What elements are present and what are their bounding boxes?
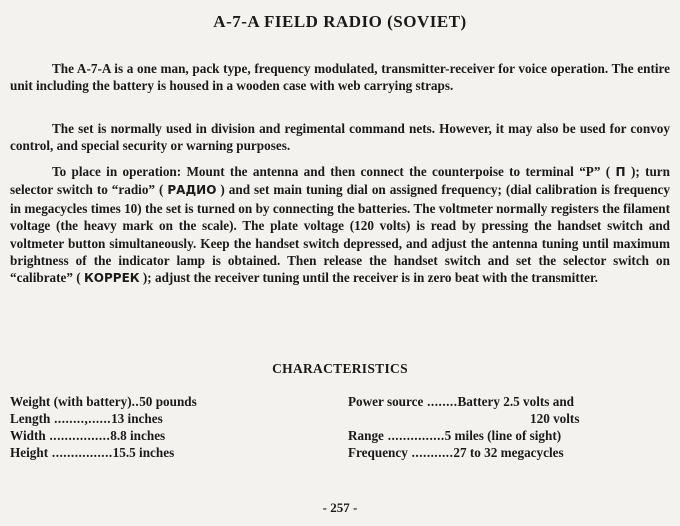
- spec-power-source-cont: [530, 410, 579, 427]
- spec-dots: ...........: [407, 445, 454, 460]
- intro-paragraph: The A-7-A is a one man, pack type, frequency modulated, transmitter-receiver for voice operation. The entire unit including the battery is housed in a wooden case with web carrying straps.: [10, 61, 670, 94]
- spec-value: 120 volts: [530, 411, 580, 426]
- spec-width: [10, 427, 165, 444]
- cyrillic-terminal-label: П: [615, 165, 626, 179]
- spec-label: Range: [348, 428, 384, 443]
- spec-dots: ........: [423, 394, 458, 409]
- spec-label: Height: [10, 445, 49, 460]
- spec-value: 27 to 32 megacycles: [453, 445, 564, 460]
- spec-dots: ........,......: [50, 411, 112, 426]
- spec-dots: ...............: [383, 428, 445, 443]
- spec-value: 5 miles (line of sight): [444, 428, 562, 443]
- spec-dots: ................: [45, 428, 111, 443]
- spec-label: Length: [10, 411, 51, 426]
- spec-dots: ................: [48, 445, 113, 460]
- spec-frequency: [348, 444, 564, 461]
- spec-dots: ..: [131, 394, 140, 409]
- page-number: - 257 -: [322, 500, 358, 515]
- operation-paragraph: [10, 163, 670, 288]
- usage-paragraph: The set is normally used in division and regimental command nets. However, it may also be used for convoy control, and special security or warning purposes.: [10, 121, 670, 154]
- spec-value: 15.5 inches: [112, 445, 175, 460]
- operation-text-3: ) and set main tuning dial on assigned frequency; (dial calibration is frequency in megacycles times 10) the set is turned on by connecting the batteries. The voltmeter normally registers the filament voltage (the heavy mark on the scale). The plate voltage (120 volts) is read by pressing the handset switch and voltmeter button simultaneously. Keep the handset switch depressed, and adjust the antenna tuning until maximum brightness of the indicator lamp is obtained. Then release the handset switch and set the selector switch on “calibrate” (: [10, 182, 670, 286]
- spec-weight: [10, 393, 197, 410]
- operation-text-1: To place in operation: Mount the antenna and then connect the counterpoise to terminal “P” (: [52, 164, 616, 179]
- spec-value: Battery 2.5 volts and: [457, 394, 574, 409]
- spec-label: Power source: [348, 394, 424, 409]
- spec-label: Frequency: [348, 445, 408, 460]
- spec-label: Width: [10, 428, 46, 443]
- characteristics-heading: CHARACTERISTICS: [272, 361, 408, 376]
- spec-range: [348, 427, 561, 444]
- page-title: A-7-A FIELD RADIO (SOVIET): [213, 12, 467, 31]
- spec-value: 8.8 inches: [110, 428, 166, 443]
- spec-height: [10, 444, 174, 461]
- spec-value: 13 inches: [111, 411, 163, 426]
- operation-text-4: ); adjust the receiver tuning until the receiver is in zero beat with the transmitter.: [139, 270, 598, 286]
- spec-power-source: [348, 393, 574, 410]
- operation-text-2: ); turn selector switch to “radio” (: [10, 164, 670, 198]
- spec-label: Weight (with battery): [10, 394, 132, 409]
- spec-length: [10, 410, 163, 427]
- cyrillic-radio-label: РАДИО: [167, 183, 217, 198]
- cyrillic-calibrate-label: КОРРЕК: [83, 271, 140, 286]
- spec-value: 50 pounds: [139, 394, 197, 409]
